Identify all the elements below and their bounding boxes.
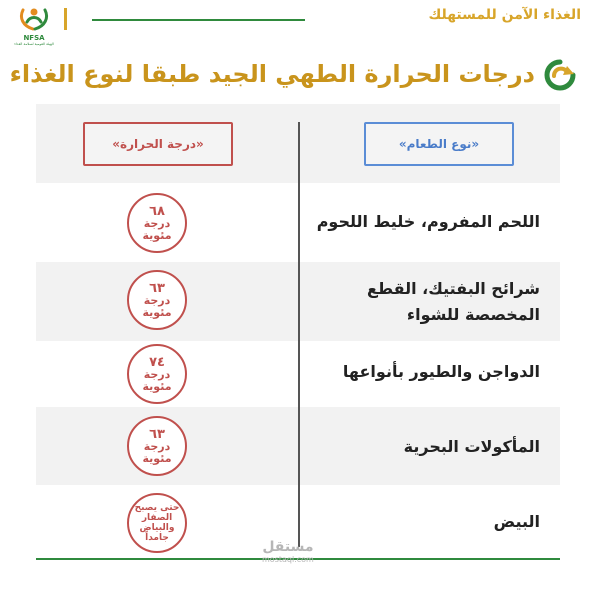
logo-acronym: NFSA [23, 34, 45, 42]
temperature-badge [127, 416, 187, 476]
top-bar [0, 0, 595, 46]
refresh-arrow-icon [543, 58, 577, 92]
watermark [262, 540, 314, 564]
nfsa-logo-icon [17, 4, 51, 34]
top-title: الغذاء الآمن للمستهلك [428, 7, 581, 23]
temperature-column-header: «درجة الحرارة» [83, 122, 233, 166]
temperature-note: حتى يصبح الصفار والبياض جامداً [134, 503, 180, 543]
column-divider [298, 122, 300, 547]
logo-name: الهيئة القومية لسلامة الغذاء [14, 42, 54, 46]
watermark-domain: mostaql.com [262, 555, 314, 564]
temperature-unit: درجة مئوية [142, 293, 172, 319]
temperature-value: ٦٨ [149, 203, 165, 219]
temperature-unit: درجة مئوية [142, 216, 172, 242]
temperature-value: ٧٤ [149, 354, 165, 370]
food-type: اللحم المفروم، خليط اللحوم [316, 212, 540, 231]
food-type: المأكولات البحرية [403, 437, 540, 456]
food-type: شرائح البفتيك، القطع المخصصة للشواء [367, 279, 540, 324]
temperature-badge [127, 344, 187, 404]
temperature-table [36, 104, 560, 559]
temperature-value: ٦٣ [149, 280, 165, 296]
brand-separator [64, 8, 67, 30]
food-column-header: «نوع الطعام» [364, 122, 514, 166]
temperature-badge [127, 270, 187, 330]
page-title: درجات الحرارة الطهي الجيد طبقا لنوع الغذاء [9, 60, 535, 88]
temperature-unit: درجة مئوية [142, 439, 172, 465]
temperature-badge [127, 193, 187, 253]
top-rule [92, 19, 305, 21]
temperature-badge [127, 493, 187, 553]
food-type: الدواجن والطيور بأنواعها [342, 362, 540, 381]
food-type: البيض [493, 512, 540, 531]
watermark-name: مستقل [262, 539, 314, 555]
temperature-unit: درجة مئوية [142, 367, 172, 393]
logo [8, 4, 60, 56]
temperature-value: ٦٣ [149, 426, 165, 442]
